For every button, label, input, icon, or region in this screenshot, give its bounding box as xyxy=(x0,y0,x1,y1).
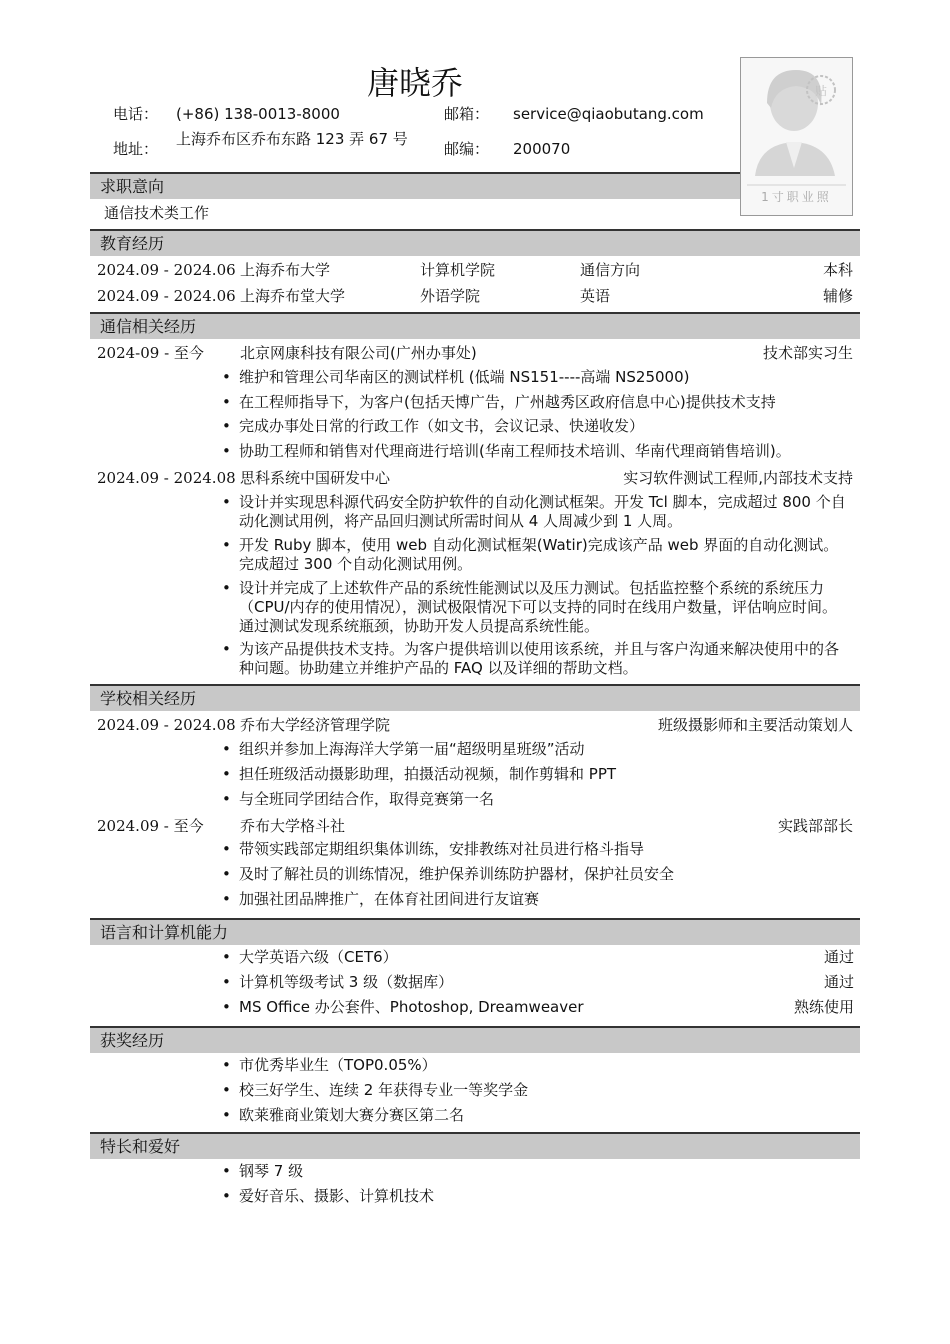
job-date: 2024.09 - 至今 xyxy=(97,817,204,835)
job-date: 2024-09 - 至今 xyxy=(97,344,204,362)
bullet-text: 带领实践部定期组织集体训练，安排教练对社员进行格斗指导 xyxy=(239,840,645,858)
education-degree: 辅修 xyxy=(822,287,853,305)
list-item: • 开发 Ruby 脚本，使用 web 自动化测试框架(Watir)完成该产品 web 界面的自动化测试。完成超过 300 个自动化测试用例。 xyxy=(222,536,854,574)
phone-value: (+86) 138-0013-8000 xyxy=(176,105,340,123)
list-item: • 设计并实现思科源代码安全防护软件的自动化测试框架。开发 Tcl 脚本，完成超过 800 个自动化测试用例，将产品回归测试所需时间从 4 人周减少到 1 人周。 xyxy=(222,493,854,531)
section-header-school: 学校相关经历 xyxy=(90,684,860,711)
bullet-text: 设计并实现思科源代码安全防护软件的自动化测试框架。开发 Tcl 脚本，完成超过 800 个自动化测试用例，将产品回归测试所需时间从 4 人周减少到 1 人周。 xyxy=(239,493,846,530)
bullet-text: 加强社团品牌推广，在体育社团间进行友谊赛 xyxy=(239,890,540,908)
list-item: • 设计并完成了上述软件产品的系统性能测试以及压力测试。包括监控整个系统的系统压力（CPU/内存的使用情况），测试极限情况下可以支持的同时在线用户数量，评估响应时间。通过测试发现系统瓶颈，协助开发人员提高系统性能。 xyxy=(222,579,854,636)
education-row xyxy=(97,259,853,281)
bullet-text: 协助工程师和销售对代理商进行培训(华南工程师技术培训、华南代理商销售培训)。 xyxy=(239,442,791,460)
job-date: 2024.09 - 2024.08 xyxy=(97,469,236,487)
list-item: • 维护和管理公司华南区的测试样机 (低端 NS151----高端 NS25000) xyxy=(222,368,854,387)
bullet-text: MS Office 办公套件、Photoshop, Dreamweaver xyxy=(239,998,584,1016)
bullet-text: 与全班同学团结合作，取得竞赛第一名 xyxy=(239,790,495,808)
bullet-text: 设计并完成了上述软件产品的系统性能测试以及压力测试。包括监控整个系统的系统压力（CPU/内存的使用情况），测试极限情况下可以支持的同时在线用户数量，评估响应时间。通过测试发现系统瓶颈，协助开发人员提高系统性能。 xyxy=(239,579,838,635)
section-header-skills: 语言和计算机能力 xyxy=(90,918,860,945)
address-label: 地址： xyxy=(113,140,159,158)
svg-text:贴: 贴 xyxy=(814,84,828,98)
list-item: • 与全班同学团结合作，取得竞赛第一名 xyxy=(222,790,854,809)
job-role: 实践部部长 xyxy=(777,817,853,835)
education-college: 外语学院 xyxy=(420,287,481,305)
list-item: • 为该产品提供技术支持。为客户提供培训以使用该系统，并且与客户沟通来解决使用中的各种问题。协助建立并维护产品的 FAQ 以及详细的帮助文档。 xyxy=(222,640,854,678)
list-item: • 协助工程师和销售对代理商进行培训(华南工程师技术培训、华南代理商销售培训)。 xyxy=(222,442,854,461)
list-item: • 钢琴 7 级 xyxy=(222,1162,854,1181)
job-row xyxy=(97,467,853,489)
skill-level: 熟练使用 xyxy=(793,998,854,1016)
bullet-text: 校三好学生、连续 2 年获得专业一等奖学金 xyxy=(239,1081,529,1099)
list-item: • 完成办事处日常的行政工作（如文书，会议记录、快递收发） xyxy=(222,417,854,436)
job-org: 北京网康科技有限公司(广州办事处) xyxy=(240,344,477,362)
address-value: 上海乔布区乔布东路 123 弄 67 号 xyxy=(176,130,408,148)
section-header-awards: 获奖经历 xyxy=(90,1026,860,1053)
education-row xyxy=(97,285,853,307)
job-row xyxy=(97,342,853,364)
bullet-text: 在工程师指导下，为客户(包括天博广告，广州越秀区政府信息中心)提供技术支持 xyxy=(239,393,776,411)
skill-level: 通过 xyxy=(823,973,854,991)
zip-label: 邮编： xyxy=(444,140,490,158)
bullet-text: 维护和管理公司华南区的测试样机 (低端 NS151----高端 NS25000) xyxy=(239,368,690,386)
bullet-text: 完成办事处日常的行政工作（如文书，会议记录、快递收发） xyxy=(239,417,645,435)
list-item: • 欧莱雅商业策划大赛分赛区第二名 xyxy=(222,1106,854,1125)
bullet-text: 钢琴 7 级 xyxy=(239,1162,304,1180)
bullet-text: 欧莱雅商业策划大赛分赛区第二名 xyxy=(239,1106,465,1124)
phone-label: 电话： xyxy=(113,105,159,123)
job-org: 乔布大学经济管理学院 xyxy=(240,716,391,734)
list-item: • 大学英语六级（CET6） 通过 xyxy=(222,948,854,966)
list-item: • 担任班级活动摄影助理，拍摄活动视频，制作剪辑和 PPT xyxy=(222,765,854,784)
job-org: 乔布大学格斗社 xyxy=(240,817,346,835)
job-org: 思科系统中国研发中心 xyxy=(240,469,391,487)
skill-level: 通过 xyxy=(823,948,854,966)
section-header-intent: 求职意向 xyxy=(90,172,740,199)
job-row xyxy=(97,815,853,837)
list-item: • 市优秀毕业生（TOP0.05%） xyxy=(222,1056,854,1075)
bullet-text: 担任班级活动摄影助理，拍摄活动视频，制作剪辑和 PPT xyxy=(239,765,617,783)
job-role: 技术部实习生 xyxy=(762,344,853,362)
list-item: • 计算机等级考试 3 级（数据库） 通过 xyxy=(222,973,854,991)
education-school: 上海乔布堂大学 xyxy=(240,287,346,305)
education-college: 计算机学院 xyxy=(420,261,496,279)
photo-caption: 1寸职业照 xyxy=(761,190,832,204)
job-role: 班级摄影师和主要活动策划人 xyxy=(657,716,853,734)
list-item: • 组织并参加上海海洋大学第一届“超级明星班级”活动 xyxy=(222,740,854,759)
bullet-text: 计算机等级考试 3 级（数据库） xyxy=(239,973,454,991)
list-item: • 及时了解社员的训练情况，维护保养训练防护器材，保护社员安全 xyxy=(222,865,854,884)
list-item: • 爱好音乐、摄影、计算机技术 xyxy=(222,1187,854,1206)
list-item: • 校三好学生、连续 2 年获得专业一等奖学金 xyxy=(222,1081,854,1100)
section-header-education: 教育经历 xyxy=(90,229,860,256)
bullet-text: 市优秀毕业生（TOP0.05%） xyxy=(239,1056,437,1074)
list-item: • 带领实践部定期组织集体训练，安排教练对社员进行格斗指导 xyxy=(222,840,854,859)
education-date: 2024.09 - 2024.06 xyxy=(97,287,236,305)
education-date: 2024.09 - 2024.06 xyxy=(97,261,236,279)
zip-value: 200070 xyxy=(513,140,571,158)
bullet-text: 爱好音乐、摄影、计算机技术 xyxy=(239,1187,435,1205)
list-item: • 在工程师指导下，为客户(包括天博广告，广州越秀区政府信息中心)提供技术支持 xyxy=(222,393,854,412)
photo-placeholder xyxy=(740,57,853,216)
education-degree: 本科 xyxy=(822,261,853,279)
resume-name: 唐晓乔 xyxy=(366,64,463,102)
bullet-text: 为该产品提供技术支持。为客户提供培训以使用该系统，并且与客户沟通来解决使用中的各种问题。协助建立并维护产品的 FAQ 以及详细的帮助文档。 xyxy=(239,640,840,677)
bullet-text: 组织并参加上海海洋大学第一届“超级明星班级”活动 xyxy=(239,740,585,758)
email-value: service@qiaobutang.com xyxy=(513,105,704,123)
bullet-text: 开发 Ruby 脚本，使用 web 自动化测试框架(Watir)完成该产品 web 界面的自动化测试。完成超过 300 个自动化测试用例。 xyxy=(239,536,839,573)
section-header-hobbies: 特长和爱好 xyxy=(90,1132,860,1159)
job-date: 2024.09 - 2024.08 xyxy=(97,716,236,734)
bullet-text: 及时了解社员的训练情况，维护保养训练防护器材，保护社员安全 xyxy=(239,865,675,883)
education-major: 英语 xyxy=(580,287,611,305)
list-item: • 加强社团品牌推广，在体育社团间进行友谊赛 xyxy=(222,890,854,909)
education-school: 上海乔布大学 xyxy=(240,261,331,279)
intent-text: 通信技术类工作 xyxy=(104,204,210,222)
education-major: 通信方向 xyxy=(580,261,641,279)
list-item: • MS Office 办公套件、Photoshop, Dreamweaver 熟练使用 xyxy=(222,998,854,1016)
job-row xyxy=(97,714,853,736)
email-label: 邮箱： xyxy=(444,105,490,123)
job-role: 实习软件测试工程师,内部技术支持 xyxy=(623,469,853,487)
section-header-comm: 通信相关经历 xyxy=(90,312,860,339)
bullet-text: 大学英语六级（CET6） xyxy=(239,948,398,966)
